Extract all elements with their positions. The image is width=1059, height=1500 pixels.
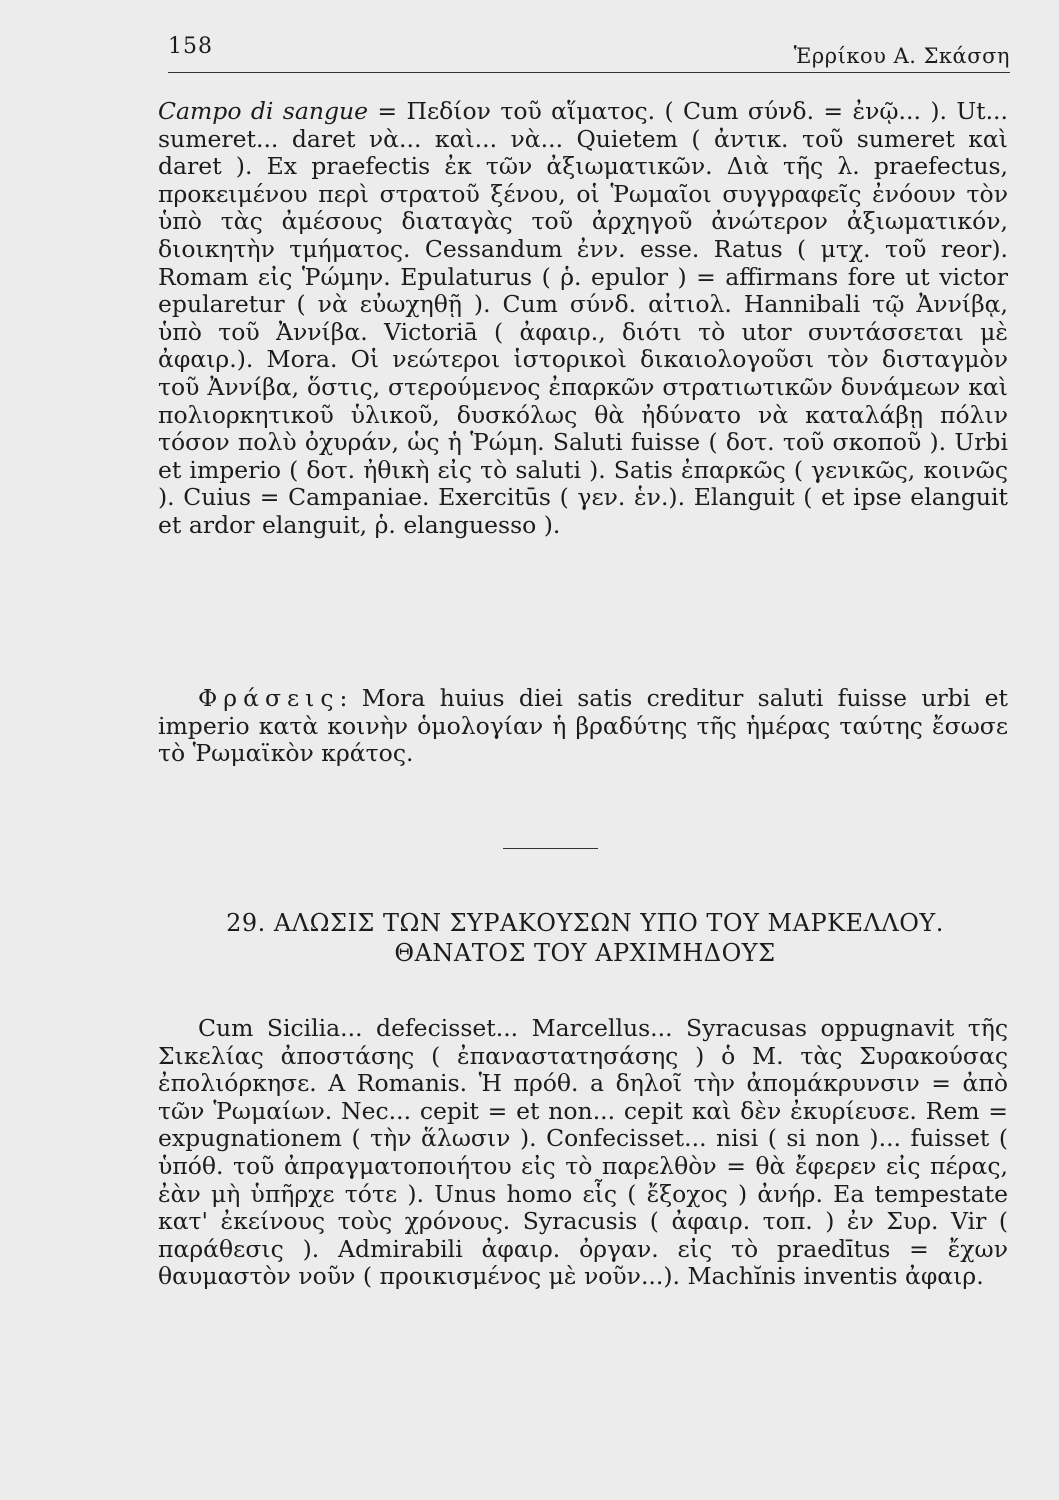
commentary-block-1 (158, 98, 1008, 540)
commentary-paragraph-2: Cum Sicilia... defecisset... Marcellus... Syracusas oppugnavit τῆς Σικελίας ἀποστάσης ( ἐπαναστατησάσης ) ὁ Μ. τὰς Συρακούσας ἐπολιόρκησε. A Romanis. Ἡ πρόθ. a δηλοῖ τὴν ἀπομάκρυνσιν = ἀπὸ τῶν Ῥωμαίων. Nec... cepit = et non... cepit καὶ δὲν ἐκυρίευσε. Rem = expugnationem ( τὴν ἅλωσιν ). Confecisset... nisi ( si non )... fuisset ( ὑπόθ. τοῦ ἀπραγματοποιήτου εἰς τὸ παρελθὸν = θὰ ἔφερεν εἰς πέρας, ἐὰν μὴ ὑπῆρχε τότε ). Unus homo εἷς ( ἔξοχος ) ἀνήρ. Ea tempestate κατ' ἐκείνους τοὺς χρόνους. Syracusis ( ἀφαιρ. τοπ. ) ἐν Συρ. Vir ( παράθεσις ). Admirabili ἀφαιρ. ὀργαν. εἰς τὸ praedītus = ἔχων θαυμαστὸν νοῦν ( προικισμένος μὲ νοῦν...). Machĭnis inventis ἀφαιρ. (158, 1014, 1008, 1291)
commentary-paragraph-1 (158, 98, 1008, 540)
phrases-text: : Mora huius diei satis creditur saluti fuisse urbi et imperio κατὰ κοινὴν ὁμολογίαν ἡ βραδύτης τῆς ἡμέρας ταύτης ἔσωσε τὸ Ῥωμαϊκὸν κράτος. (158, 684, 1008, 768)
section-title-line-2: ΘΑΝΑΤΟΣ ΤΟΥ ΑΡΧΙΜΗΔΟΥΣ (394, 939, 776, 967)
page-number: 158 (168, 34, 213, 59)
commentary-block-2 (158, 1015, 1008, 1291)
section-title (150, 908, 1020, 968)
running-head: Ἑρρίκου Α. Σκάσση (793, 44, 1010, 68)
header-rule (168, 72, 1010, 73)
phrases-block (158, 685, 1008, 768)
commentary-text-1: = Πεδίον τοῦ αἵματος. ( Cum σύνδ. = ἐνῷ... ). Ut... sumeret... daret νὰ... καὶ... νὰ... Quietem ( ἀντικ. τοῦ sumeret καὶ daret ). Ex praefectis ἐκ τῶν ἀξιωματικῶν. Διὰ τῆς λ. praefectus, προκειμένου περὶ στρατοῦ ξένου, οἱ Ῥωμαῖοι συγγραφεῖς ἐνόουν τὸν ὑπὸ τὰς ἀμέσους διαταγὰς τοῦ ἀρχηγοῦ ἀνώτερον ἀξιωματικόν, διοικητὴν τμήματος. Cessandum ἐνν. esse. Ratus ( μτχ. τοῦ reor). Romam εἰς Ῥώμην. Epulaturus ( ῥ. epulor ) = affirmans fore ut victor epularetur ( νὰ εὐωχηθῇ ). Cum σύνδ. αἰτιολ. Hannibali τῷ Ἀννίβᾳ, ὑπὸ τοῦ Ἀννίβα. Victoriā ( ἀφαιρ., διότι τὸ utor συντάσσεται μὲ ἀφαιρ.). Mora. Οἱ νεώτεροι ἱστορικοὶ δικαιολογοῦσι τὸν δισταγμὸν τοῦ Ἀννίβα, ὅστις, στερούμενος ἐπαρκῶν στρατιωτικῶν δυνάμεων καὶ πολιορκητικοῦ ὑλικοῦ, δυσκόλως θὰ ἠδύνατο νὰ καταλάβῃ πόλιν τόσον πολὺ ὀχυράν, ὡς ἡ Ῥώμη. Saluti fuisse ( δοτ. τοῦ σκοποῦ ). Urbi et imperio ( δοτ. ἠθικὴ εἰς τὸ saluti ). Satis ἐπαρκῶς ( γενικῶς, κοινῶς ). Cuius = Campaniae. Exercitūs ( γεν. ἑν.). Elanguit ( et ipse elanguit et ardor elanguit, ῥ. elanguesso ). (158, 97, 1008, 539)
section-title-line-1: 29. ΑΛΩΣΙΣ ΤΩΝ ΣΥΡΑΚΟΥΣΩΝ ΥΠΟ ΤΟΥ ΜΑΡΚΕΛΛΟΥ. (226, 909, 944, 937)
section-divider (503, 848, 598, 849)
page-header (150, 30, 1010, 80)
lemma-italic: Campo di sangue (158, 97, 369, 125)
phrases-paragraph (158, 685, 1008, 768)
phrases-label: Φράσεις (198, 684, 340, 712)
